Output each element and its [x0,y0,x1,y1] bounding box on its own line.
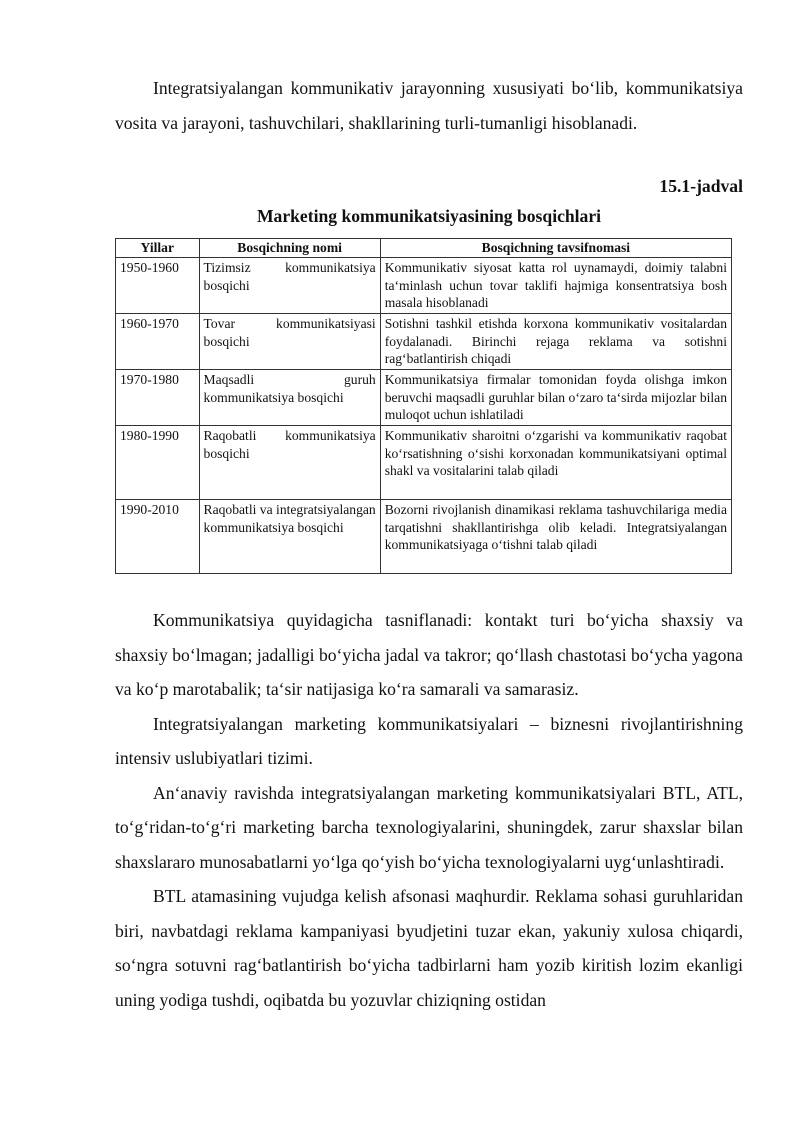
cell-years: 1990-2010 [116,500,200,574]
cell-years: 1970-1980 [116,370,200,426]
body-text [115,603,743,1017]
stages-table [115,238,732,574]
cell-years: 1960-1970 [116,314,200,370]
body-paragraph: An‘anaviy ravishda integratsiyalangan marketing kommunikatsiyalari BTL, ATL, to‘g‘ridan-to‘g‘ri marketing barcha texnologiyalarini, shuningdek, zarur shaxslar bilan shaxslararo munosabatlarni yo‘lga qo‘yish bo‘yicha texnologiyalarni uyg‘unlashtiradi. [115,782,743,872]
cell-years: 1980-1990 [116,426,200,500]
table-row [116,314,732,370]
body-paragraph: BTL atamasining vujudga kelish afsonasi маqhurdir. Reklama sohasi guruhlaridan biri, navbatdagi reklama kampaniyasi byudjetini tuzar ekan, yakuniy xulosa chiqardi, so‘ngra sotuvni rag‘batlantirish bo‘yicha tadbirlarni ham yozib kiritish lozim ekanligi uning yodiga tushdi, oqibatda bu yozuvlar chiziqning ostidan [115,886,743,1010]
cell-stage-description: Bozorni rivojlanish dinamikasi reklama tashuvchilariga media tarqatishni shakllantirishga olib keladi. Integratsiyalangan kommunikatsiyaga o‘tishni talab qiladi [380,500,731,574]
header-years: Yillar [116,239,200,258]
cell-stage-name: Raqobatli kommunikatsiya bosqichi [199,426,380,500]
table-row [116,426,732,500]
cell-stage-description: Kommunikatsiya firmalar tomonidan foyda olishga imkon beruvchi maqsadli guruhlar bilan o‘zaro ta‘sirda mijozlar bilan muloqot uchun ishlatiladi [380,370,731,426]
table-header-row [116,239,732,258]
table-row [116,370,732,426]
cell-years: 1950-1960 [116,258,200,314]
cell-stage-name: Tovar kommunikatsiyasi bosqichi [199,314,380,370]
table-row [116,258,732,314]
body-paragraph: Kommunikatsiya quyidagicha tasniflanadi: kontakt turi bo‘yicha shaxsiy va shaxsiy bo‘lmagan; jadalligi bo‘yicha jadal va takror; qo‘llash chastotasi bo‘ycha yagona va ko‘p marotabalik; ta‘sir natijasiga ko‘ra samarali va samarasiz. [115,610,743,699]
cell-stage-name: Tizimsiz kommunikatsiya bosqichi [199,258,380,314]
header-stage-description: Bosqichning tavsifnomasi [380,239,731,258]
cell-stage-description: Kommunikativ siyosat katta rol uynamaydi, doimiy talabni ta‘minlash uchun tovar taklifi hajmiga konsentratsiya bosh masala hisoblanadi [380,258,731,314]
intro-paragraph: Integratsiyalangan kommunikativ jarayonning xususiyati bo‘lib, kommunikatsiya vosita va jarayoni, tashuvchilari, shakllarining turli-tumanligi hisoblanadi. [115,78,743,133]
cell-stage-name: Raqobatli va integratsiyalangan kommunikatsiya bosqichi [199,500,380,574]
table-row [116,500,732,574]
cell-stage-name: Maqsadli guruh kommunikatsiya bosqichi [199,370,380,426]
cell-stage-description: Sotishni tashkil etishda korxona kommunikativ vositalardan foydalanadi. Birinchi rejaga reklama va sotishni rag‘batlantirish chiqadi [380,314,731,370]
header-stage-name: Bosqichning nomi [199,239,380,258]
table-title: Marketing kommunikatsiyasining bosqichlari [256,206,602,226]
table-number: 15.1-jadval [659,176,743,196]
cell-stage-description: Kommunikativ sharoitni o‘zgarishi va kommunikativ raqobat ko‘rsatishning o‘sishi korxonadan kommunikatsiyani optimal shakl va vositalarini talab qiladi [380,426,731,500]
body-paragraph: Integratsiyalangan marketing kommunikatsiyalari – biznesni rivojlantirishning intensiv uslubiyatlari tizimi. [115,713,743,768]
